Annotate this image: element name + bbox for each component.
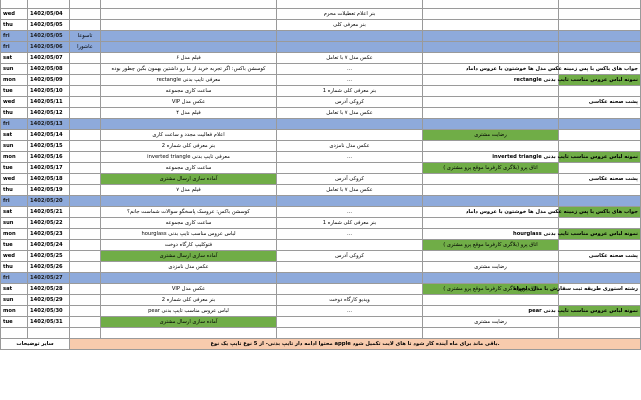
cell-c3[interactable] [277,162,423,173]
cell-c3[interactable] [277,272,423,283]
cell-date[interactable]: 1402/05/16 [28,151,70,162]
cell-c2[interactable] [101,8,277,19]
cell-c1[interactable] [70,107,101,118]
cell-c5[interactable]: نمونه لباس عروس مناسب تایپ بدنی hourglass [559,228,641,239]
cell-c4[interactable] [423,107,559,118]
calendar-row [1,30,641,41]
cell-c3[interactable]: عکس مدل ۷ با تعامل [277,184,423,195]
cell-date[interactable]: 1402/05/18 [28,173,70,184]
cell-date[interactable]: 1402/05/21 [28,206,70,217]
cell-c1[interactable] [70,316,101,327]
cell-day[interactable]: sat [1,52,28,63]
cell-date[interactable]: 1402/05/12 [28,107,70,118]
cell-day[interactable]: wed [1,96,28,107]
calendar-row [1,74,641,85]
cell-c5[interactable] [559,0,641,8]
cell-c5[interactable] [559,30,641,41]
cell-c4[interactable] [423,140,559,151]
cell-date[interactable] [28,0,70,8]
cell-c4[interactable] [423,294,559,305]
cell-c1[interactable] [70,184,101,195]
cell-c2[interactable] [101,272,277,283]
cell-day[interactable]: mon [1,228,28,239]
calendar-row [1,305,641,316]
cell-date[interactable]: 1402/05/09 [28,74,70,85]
notes-row [1,338,641,349]
cell-c3[interactable] [277,129,423,140]
cell-c5[interactable]: پشت صحنه عکاسی [559,250,641,261]
cell-date[interactable]: 1402/05/28 [28,283,70,294]
cell-c2[interactable] [101,19,277,30]
cell-date[interactable] [28,327,70,338]
cell-day[interactable]: sat [1,283,28,294]
cell-date[interactable]: 1402/05/24 [28,239,70,250]
cell-day[interactable]: fri [1,118,28,129]
calendar-row [1,250,641,261]
calendar-row [1,272,641,283]
cell-c2[interactable]: فتوکلیپ کارگاه دوخت [101,239,277,250]
cell-date[interactable]: 1402/05/19 [28,184,70,195]
cell-c2[interactable] [101,195,277,206]
cell-day[interactable]: sun [1,63,28,74]
calendar-row [1,52,641,63]
cell-c1[interactable]: عاشورا [70,41,101,52]
cell-c4[interactable] [423,173,559,184]
cell-c2[interactable]: لباس عروس مناسب تایپ بدنی pear [101,305,277,316]
cell-c3[interactable] [277,327,423,338]
cell-c2[interactable]: ساعت کاری مجموعه [101,217,277,228]
cell-c5[interactable]: پشت صحنه عکاسی [559,173,641,184]
calendar-row [1,327,641,338]
cell-c4[interactable] [423,30,559,41]
cell-c4[interactable] [423,52,559,63]
cell-c5[interactable] [559,129,641,140]
cell-c2[interactable]: آماده سازی ارسال مشتری [101,316,277,327]
cell-day[interactable]: sun [1,217,28,228]
cell-day[interactable]: wed [1,173,28,184]
calendar-row [1,63,641,74]
cell-c1[interactable] [70,129,101,140]
calendar-row [1,19,641,30]
cell-c2[interactable]: معرفی تایپ بدنی rectangle [101,74,277,85]
calendar-row [1,140,641,151]
cell-c1[interactable] [70,74,101,85]
cell-c2[interactable]: آماده سازی ارسال مشتری [101,250,277,261]
cell-c1[interactable] [70,294,101,305]
cell-day[interactable]: wed [1,250,28,261]
cell-c1[interactable] [70,195,101,206]
cell-c1[interactable] [70,151,101,162]
cell-c4[interactable] [423,327,559,338]
cell-c2[interactable]: کوسشن باکس: اگر تجربه خرید از ما رو داشتین بهمون بگین چطور بوده [101,63,277,74]
cell-date[interactable]: 1402/05/22 [28,217,70,228]
calendar-row [1,151,641,162]
cell-c5[interactable] [559,217,641,228]
cell-c4[interactable]: رضایت مشتری [423,261,559,272]
cell-c3[interactable]: کروکی آدرس [277,250,423,261]
cell-c1[interactable] [70,217,101,228]
calendar-row [1,195,641,206]
cell-date[interactable]: 1402/05/10 [28,85,70,96]
cell-c4[interactable] [423,272,559,283]
cell-c4[interactable] [423,41,559,52]
cell-c5[interactable] [559,107,641,118]
cell-c4[interactable] [423,184,559,195]
calendar-row [1,217,641,228]
cell-day[interactable]: mon [1,305,28,316]
cell-c5[interactable]: نمونه لباس عروس مناسب تایپ بدنی inverted triangle [559,151,641,162]
cell-c1[interactable] [70,272,101,283]
cell-day[interactable]: wed [1,8,28,19]
cell-date[interactable]: 1402/05/17 [28,162,70,173]
cell-c4[interactable]: اتاق پرو (بلاگری کارفرما موقع پرو مشتری ) [423,162,559,173]
cell-c3[interactable] [277,195,423,206]
cell-date[interactable]: 1402/05/23 [28,228,70,239]
cell-c5[interactable] [559,52,641,63]
cell-c2[interactable] [101,30,277,41]
cell-day[interactable]: fri [1,195,28,206]
cell-c1[interactable] [70,85,101,96]
cell-c3[interactable]: عکس مدل ۷ با تعامل [277,52,423,63]
cell-c5[interactable] [559,272,641,283]
cell-c1[interactable] [70,250,101,261]
cell-c5[interactable] [559,19,641,30]
cell-c5[interactable] [559,8,641,19]
cell-c4[interactable] [423,19,559,30]
cell-c4[interactable] [423,85,559,96]
cell-c3[interactable] [277,30,423,41]
cell-c1[interactable] [70,228,101,239]
cell-c4[interactable]: اتاق پرو (بلاگری کارفرما موقع پرو مشتری ) [423,239,559,250]
cell-day[interactable]: sun [1,294,28,305]
cell-c3[interactable]: ... [277,228,423,239]
cell-day[interactable]: mon [1,151,28,162]
cell-day[interactable]: fri [1,272,28,283]
cell-c3[interactable]: ... [277,74,423,85]
calendar-row [1,283,641,294]
calendar-row [1,294,641,305]
cell-day[interactable]: mon [1,74,28,85]
cell-c5[interactable]: رشته استوری طریقه ثبت سفارش با مدل دلخواه [559,283,641,294]
cell-date[interactable]: 1402/05/04 [28,8,70,19]
cell-c2[interactable]: عکس مدل VIP [101,96,277,107]
cell-c5[interactable] [559,118,641,129]
calendar-row [1,118,641,129]
cell-c2[interactable]: عکس مدل نامزدی [101,261,277,272]
cell-c2[interactable] [101,41,277,52]
cell-date[interactable]: 1402/05/14 [28,129,70,140]
calendar-row [1,41,641,52]
cell-c3[interactable]: کروکی آدرس [277,96,423,107]
cell-day[interactable]: sat [1,206,28,217]
cell-c5[interactable]: جواب های باکس با پس زمینه عکس مدل ها خوشتون با عروس داماد [559,206,641,217]
cell-c4[interactable] [423,96,559,107]
cell-c2[interactable]: فیلم مدل ۷ [101,184,277,195]
calendar-row [1,96,641,107]
cell-c1[interactable] [70,261,101,272]
cell-c5[interactable] [559,261,641,272]
calendar-row [1,107,641,118]
cell-date[interactable]: 1402/05/11 [28,96,70,107]
calendar-row [1,129,641,140]
cell-date[interactable]: 1402/05/30 [28,305,70,316]
cell-c3[interactable] [277,283,423,294]
cell-c5[interactable] [559,85,641,96]
cell-c3[interactable]: ... [277,305,423,316]
cell-date[interactable]: 1402/05/07 [28,52,70,63]
cell-c3[interactable] [277,0,423,8]
cell-day[interactable]: sat [1,129,28,140]
cell-c5[interactable] [559,316,641,327]
cell-c1[interactable] [70,0,101,8]
cell-c4[interactable] [423,0,559,8]
cell-c2[interactable] [101,0,277,8]
cell-date[interactable]: 1402/05/25 [28,250,70,261]
cell-date[interactable]: 1402/05/05 [28,30,70,41]
cell-date[interactable]: 1402/05/27 [28,272,70,283]
cell-c1[interactable] [70,162,101,173]
calendar-row [1,173,641,184]
cell-c3[interactable]: ویدیو کارگاه دوخت [277,294,423,305]
cell-c3[interactable] [277,41,423,52]
cell-c4[interactable] [423,118,559,129]
cell-c3[interactable]: عکس مدل نامزدی [277,140,423,151]
cell-date[interactable]: 1402/05/08 [28,63,70,74]
cell-c4[interactable]: رضایت مشتری [423,129,559,140]
cell-c3[interactable]: ... [277,63,423,74]
cell-date[interactable]: 1402/05/15 [28,140,70,151]
cell-c5[interactable] [559,239,641,250]
cell-date[interactable]: 1402/05/31 [28,316,70,327]
cell-c5[interactable]: نمونه لباس عروس مناسب تایپ بدنی pear [559,305,641,316]
cell-c2[interactable]: کوسشن باکس: عروسک پاسخگو سوالات شماست جانم؟ [101,206,277,217]
cell-c1[interactable] [70,283,101,294]
cell-c3[interactable]: بنر معرفی کلی [277,19,423,30]
cell-c3[interactable] [277,316,423,327]
cell-c3[interactable]: بنر اعلام تعطیلات محرم [277,8,423,19]
cell-c3[interactable]: بنر معرفی کلی شماره 1 [277,85,423,96]
cell-c5[interactable]: پشت صحنه عکاسی [559,96,641,107]
cell-date[interactable]: 1402/05/29 [28,294,70,305]
cell-c5[interactable] [559,140,641,151]
cell-c1[interactable] [70,206,101,217]
cell-date[interactable]: 1402/05/06 [28,41,70,52]
cell-c5[interactable]: جواب های باکس با پس زمینه عکس مدل ها خوشتون با عروس داماد [559,63,641,74]
cell-c3[interactable] [277,118,423,129]
cell-c1[interactable] [70,52,101,63]
cell-c5[interactable] [559,41,641,52]
cell-c2[interactable]: ساعت کاری مجموعه [101,85,277,96]
calendar-row [1,239,641,250]
cell-c1[interactable]: تاسوعا [70,30,101,41]
cell-date[interactable]: 1402/05/05 [28,19,70,30]
cell-c4[interactable] [423,8,559,19]
cell-day[interactable]: tue [1,316,28,327]
cell-c1[interactable] [70,239,101,250]
cell-c5[interactable]: نمونه لباس عروس مناسب تایپ بدنی rectangle [559,74,641,85]
cell-c2[interactable]: ساعت کاری مجموعه [101,162,277,173]
cell-c5[interactable] [559,327,641,338]
cell-day[interactable]: fri [1,41,28,52]
cell-c2[interactable] [101,327,277,338]
cell-c3[interactable]: کروکی آدرس [277,173,423,184]
notes-text[interactable]: محتوا ادامه دار تایپ بدنی- از 5 نوع تایپ یک نوع apple باقی ماند برای ماه آینده کار شود تا های لایت تکمیل شود. [70,338,641,349]
calendar-row [1,316,641,327]
cell-c1[interactable] [70,8,101,19]
cell-c4[interactable] [423,250,559,261]
cell-c5[interactable] [559,294,641,305]
cell-c1[interactable] [70,63,101,74]
cell-c2[interactable]: فیلم مدل ۴ [101,107,277,118]
cell-c3[interactable]: ... [277,151,423,162]
cell-day[interactable] [1,0,28,8]
cell-c2[interactable]: عکس مدل VIP [101,283,277,294]
calendar-row [1,162,641,173]
cell-c1[interactable] [70,140,101,151]
cell-c4[interactable] [423,195,559,206]
cell-c5[interactable] [559,184,641,195]
notes-label[interactable]: سایر توضیحات [1,338,70,349]
cell-c5[interactable] [559,162,641,173]
cell-day[interactable]: thu [1,261,28,272]
cell-c1[interactable] [70,305,101,316]
cell-c2[interactable]: آماده سازی ارسال مشتری [101,173,277,184]
cell-day[interactable]: thu [1,184,28,195]
cell-c2[interactable]: بنر معرفی کلی شماره 2 [101,140,277,151]
cell-day[interactable]: tue [1,239,28,250]
cell-c3[interactable] [277,239,423,250]
cell-c2[interactable]: بنر معرفی کلی شماره 2 [101,294,277,305]
calendar-row [1,261,641,272]
cell-c4[interactable]: اتاق پرو (بلاگری کارفرما موقع پرو مشتری ) [423,283,559,294]
cell-date[interactable]: 1402/05/20 [28,195,70,206]
cell-c1[interactable] [70,96,101,107]
calendar-row [1,85,641,96]
cell-c3[interactable]: ... [277,206,423,217]
calendar-row [1,206,641,217]
calendar-row [1,228,641,239]
cell-date[interactable]: 1402/05/26 [28,261,70,272]
cell-c2[interactable]: اعلام فعالیت مجدد و ساعت کاری [101,129,277,140]
cell-c1[interactable] [70,173,101,184]
calendar-row [1,184,641,195]
cell-day[interactable]: tue [1,162,28,173]
cell-date[interactable]: 1402/05/13 [28,118,70,129]
cell-c4[interactable]: رضایت مشتری [423,316,559,327]
cell-day[interactable] [1,327,28,338]
cell-c3[interactable] [277,261,423,272]
cell-day[interactable]: fri [1,30,28,41]
cell-day[interactable]: tue [1,85,28,96]
cell-day[interactable]: thu [1,19,28,30]
cell-c3[interactable]: بنر معرفی کلی شماره 1 [277,217,423,228]
cell-c5[interactable] [559,195,641,206]
cell-c2[interactable]: معرفی تایپ بدنی inverted triangle [101,151,277,162]
calendar-row [1,0,641,8]
cell-c4[interactable] [423,217,559,228]
calendar-rows [1,0,641,338]
calendar-row [1,8,641,19]
cell-c1[interactable] [70,118,101,129]
cell-c2[interactable]: لباس عروس مناسب تایپ بدنی hourglass [101,228,277,239]
cell-c2[interactable]: فیلم مدل ۶ [101,52,277,63]
cell-day[interactable]: thu [1,107,28,118]
cell-c3[interactable]: عکس مدل ۷ با تعامل [277,107,423,118]
cell-c1[interactable] [70,19,101,30]
cell-c2[interactable] [101,118,277,129]
cell-c1[interactable] [70,327,101,338]
cell-day[interactable]: sun [1,140,28,151]
